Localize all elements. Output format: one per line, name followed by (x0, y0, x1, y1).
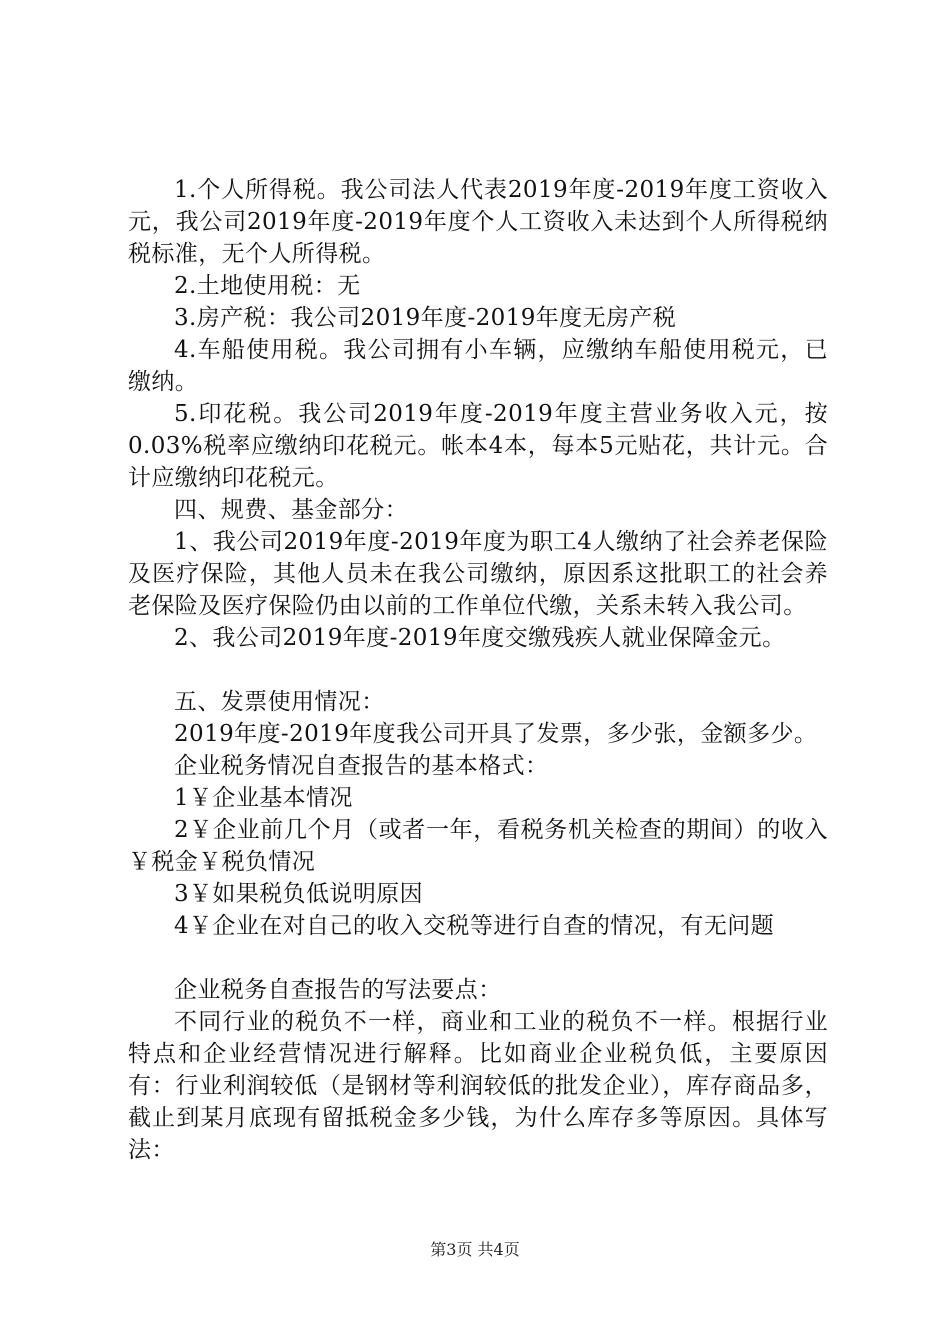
heading-writing-points: 企业税务自查报告的写法要点： (174, 977, 502, 1003)
blank-line (128, 942, 828, 974)
paragraph-invoice-details: 2019年度-2019年度我公司开具了发票，多少张，金额多少。 (174, 721, 818, 747)
format-item-4: 4￥企业在对自己的收入交税等进行自查的情况，有无问题 (174, 913, 775, 939)
paragraph-stamp-tax: 5.印花税。我公司2019年度-2019年度主营业务收入元，按0.03%税率应缴纳印花税元。帐本4本，每本5元贴花，共计元。合计应缴纳印花税元。 (128, 401, 828, 491)
paragraph-writing-points: 不同行业的税负不一样，商业和工业的税负不一样。根据行业特点和企业经营情况进行解释。比如商业企业税负低，主要原因有：行业利润较低（是钢材等利润较低的批发企业），库存商品多，截止到某月底现有留抵税金多少钱，为什么库存多等原因。具体写法： (128, 1009, 828, 1163)
document-body (128, 174, 828, 1166)
paragraph-land-use-tax: 2.土地使用税：无 (174, 273, 361, 299)
blank-line (128, 654, 828, 686)
format-item-2: 2￥企业前几个月（或者一年，看税务机关检查的期间）的收入￥税金￥税负情况 (128, 817, 828, 875)
paragraph-property-tax: 3.房产税：我公司2019年度-2019年度无房产税 (174, 305, 677, 331)
paragraph-personal-income-tax: 1.个人所得税。我公司法人代表2019年度-2019年度工资收入元，我公司2019年度-2019年度个人工资收入未达到个人所得税纳税标准，无个人所得税。 (128, 177, 828, 267)
format-item-3: 3￥如果税负低说明原因 (174, 881, 424, 907)
section-heading-fees-funds: 四、规费、基金部分： (174, 497, 408, 523)
format-item-1: 1￥企业基本情况 (174, 785, 353, 811)
paragraph-vehicle-tax: 4.车船使用税。我公司拥有小车辆，应缴纳车船使用税元，已缴纳。 (128, 337, 828, 395)
heading-report-format: 企业税务情况自查报告的基本格式： (174, 753, 549, 779)
section-heading-invoice-usage: 五、发票使用情况： (174, 689, 385, 715)
paragraph-disability-fund: 2、我公司2019年度-2019年度交缴残疾人就业保障金元。 (174, 625, 786, 651)
page-footer: 第3页 共4页 (430, 1240, 520, 1259)
paragraph-social-insurance: 1、我公司2019年度-2019年度为职工4人缴纳了社会养老保险及医疗保险，其他人员未在我公司缴纳，原因系这批职工的社会养老保险及医疗保险仍由以前的工作单位代缴，关系未转入我公司。 (128, 529, 828, 619)
